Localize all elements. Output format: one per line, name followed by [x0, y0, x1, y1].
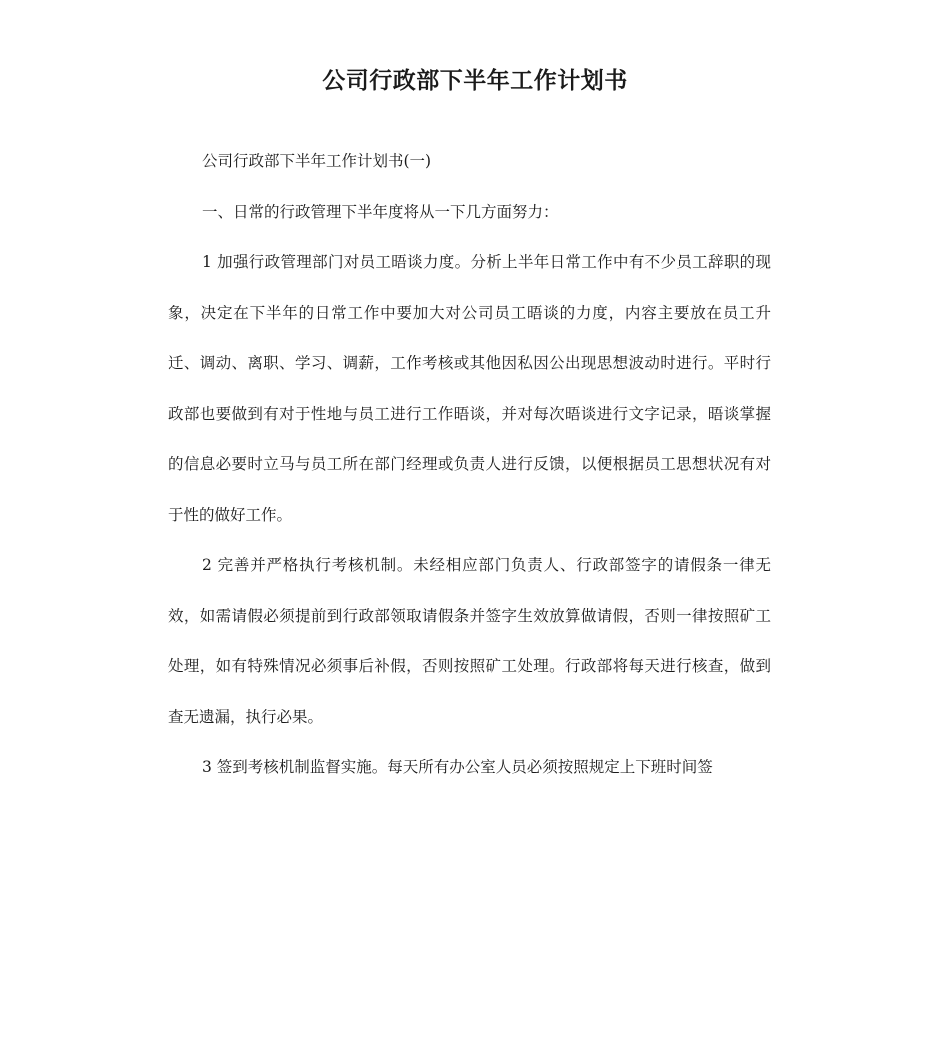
paragraph-item-3: 3 签到考核机制监督实施。每天所有办公室人员必须按照规定上下班时间签	[202, 758, 713, 776]
paragraph-item-1: 1 加强行政管理部门对员工晤谈力度。分析上半年日常工作中有不少员工辞职的现象，决定在下半年的日常工作中要加大对公司员工晤谈的力度，内容主要放在员工升迁、调动、离职、学习、调薪，工作考核或其他因私因公出现思想波动时进行。平时行政部也要做到有对于性地与员工进行工作晤谈，并对每次晤谈进行文字记录，晤谈掌握的信息必要时立马与员工所在部门经理或负责人进行反馈，以便根据员工思想状况有对于性的做好工作。	[168, 253, 771, 524]
paragraph-section-heading: 一、日常的行政管理下半年度将从一下几方面努力：	[202, 202, 559, 221]
paragraph-item-2: 2 完善并严格执行考核机制。未经相应部门负责人、行政部签字的请假条一律无效，如需请假必须提前到行政部领取请假条并签字生效放算做请假，否则一律按照矿工处理，如有特殊情况必须事后补假，否则按照矿工处理。行政部将每天进行核查，做到查无遗漏，执行必果。	[168, 556, 771, 726]
paragraph-subtitle: 公司行政部下半年工作计划书(一)	[202, 152, 432, 170]
document-body	[168, 136, 771, 793]
document-title: 公司行政部下半年工作计划书	[322, 68, 628, 94]
